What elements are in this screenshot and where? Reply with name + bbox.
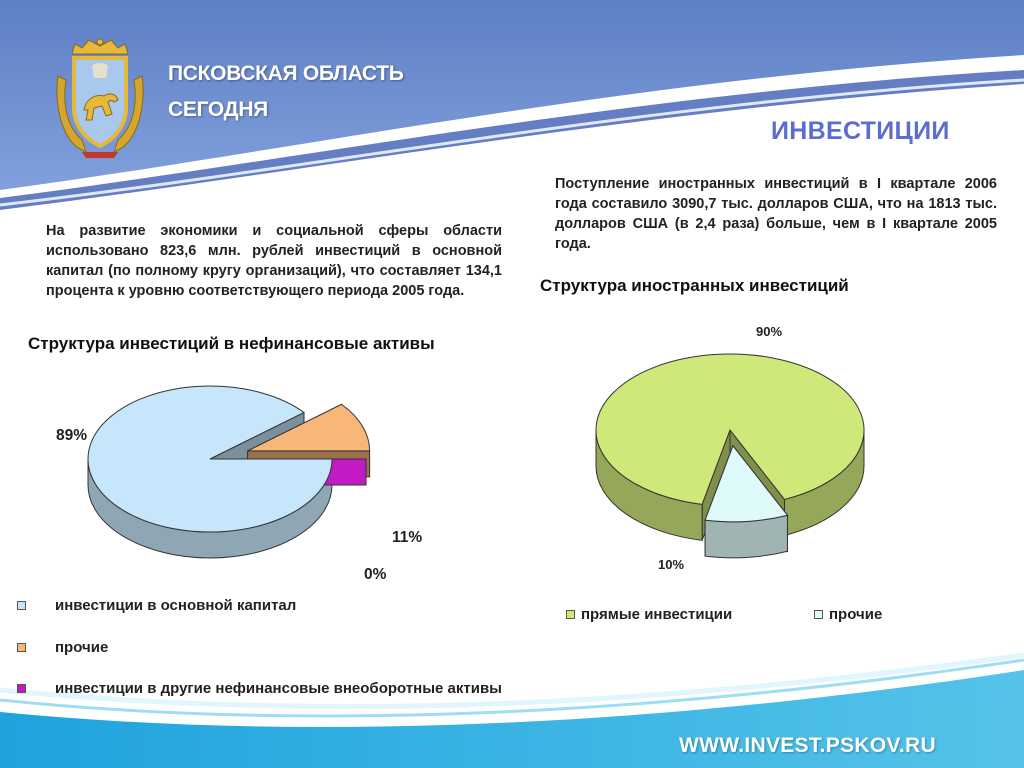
legend-label: прочие [55, 639, 109, 656]
left-pie-label-1: 89% [56, 427, 88, 444]
legend-swatch [17, 684, 26, 693]
right-legend-item-1 [566, 606, 732, 623]
left-pie-label-3: 0% [364, 566, 387, 583]
legend-label: инвестиции в основной капитал [55, 597, 297, 614]
right-pie-chart [590, 340, 880, 560]
legend-label: инвестиции в другие нефинансовые внеоборотные активы [55, 680, 502, 697]
legend-swatch [566, 610, 575, 619]
right-pie-label-1: 90% [756, 324, 783, 339]
legend-label: прямые инвестиции [581, 606, 733, 623]
left-pie-label-2: 11% [392, 529, 423, 546]
left-legend-item-2 [17, 639, 108, 656]
left-pie-chart [80, 372, 410, 582]
region-title-line1: ПСКОВСКАЯ ОБЛАСТЬ [168, 62, 404, 85]
footer-url-link[interactable]: WWW.INVEST.PSKOV.RU [679, 734, 936, 757]
left-pie-slice-0 [88, 386, 332, 532]
legend-swatch [814, 610, 823, 619]
legend-swatch [17, 601, 26, 610]
right-legend-item-2 [814, 606, 882, 623]
left-chart-title: Структура инвестиций в нефинансовые активы [28, 334, 435, 353]
right-pie-label-2: 10% [658, 557, 685, 572]
left-legend-item-3 [17, 680, 502, 697]
right-paragraph: Поступление иностранных инвестиций в I квартале 2006 года составило 3090,7 тыс. долларов США, что на 1813 тыс. долларов США (в 2,4 раза) больше, чем в I квартале 2005 года. [555, 176, 997, 252]
coat-of-arms-icon [52, 36, 148, 158]
section-title: ИНВЕСТИЦИИ [771, 117, 950, 145]
legend-label: прочие [829, 606, 883, 623]
legend-swatch [17, 643, 26, 652]
left-legend-item-1 [17, 597, 296, 614]
right-chart-title: Структура иностранных инвестиций [540, 276, 849, 295]
left-paragraph: На развитие экономики и социальной сферы области использовано 823,6 млн. рублей инвестиций в основной капитал (по полному кругу организаций), что составляет 134,1 процента к уровню соответствующего периода 2005 года. [46, 223, 502, 299]
region-title-line2: СЕГОДНЯ [168, 98, 268, 121]
